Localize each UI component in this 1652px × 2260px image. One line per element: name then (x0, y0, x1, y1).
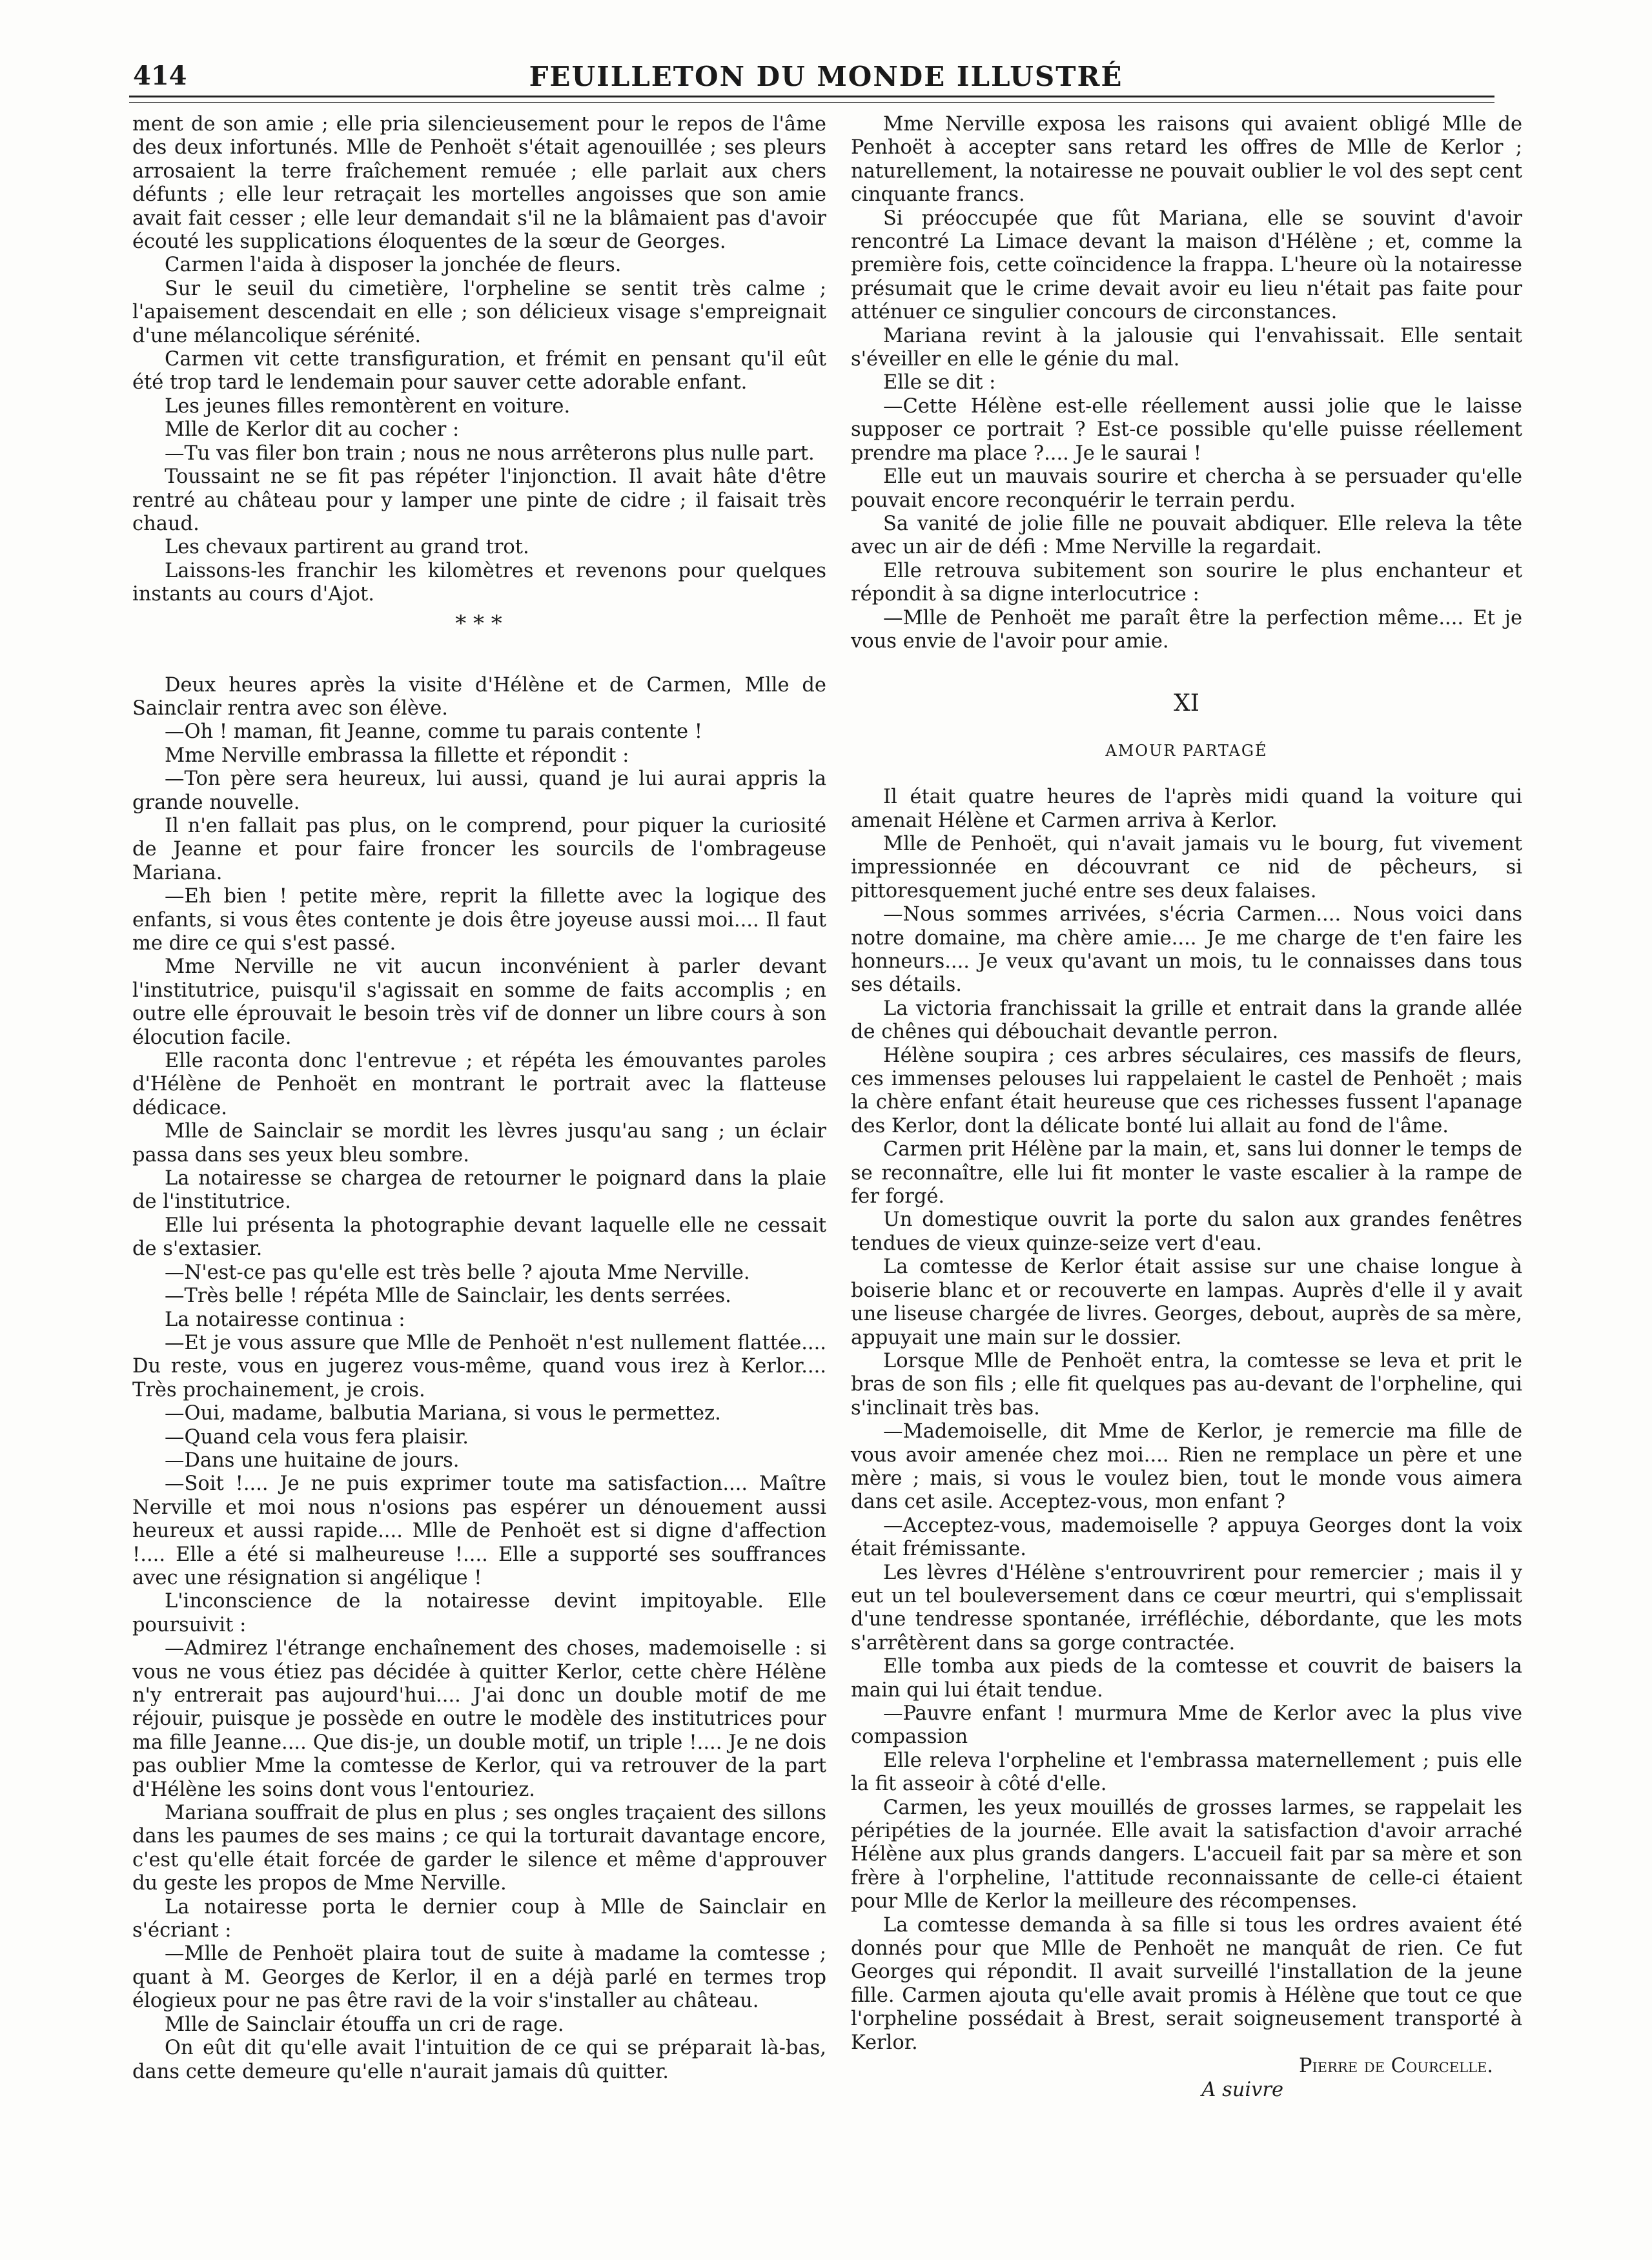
paragraph: Mlle de Sainclair se mordit les lèvres jusqu'au sang ; un éclair passa dans ses yeux bleu sombre. (132, 1120, 826, 1166)
paragraph: Mariana revint à la jalousie qui l'envahissait. Elle sentait s'éveiller en elle le génie du mal. (851, 324, 1522, 371)
paragraph: —Mlle de Penhoët plaira tout de suite à madame la comtesse ; quant à M. Georges de Kerlor, il en a déjà parlé en termes trop élogieux pour ne pas être ravi de la voir s'installer au château. (132, 1942, 826, 2013)
header-rule-thin (129, 102, 1494, 103)
paragraph: La comtesse de Kerlor était assise sur une chaise longue à boiserie blanc et or recouverte en lampas. Auprès d'elle il y avait une liseuse chargée de livres. Georges, debout, auprès de sa mère, appuyait une main sur le dossier. (851, 1256, 1522, 1349)
paragraph: —Mlle de Penhoët me paraît être la perfection même.... Et je vous envie de l'avoir pour amie. (851, 606, 1522, 653)
paragraph: On eût dit qu'elle avait l'intuition de ce qui se préparait là-bas, dans cette demeure qu'elle n'aurait jamais dû quitter. (132, 2037, 826, 2083)
paragraph: Sur le seuil du cimetière, l'orpheline se sentit très calme ; l'apaisement descendait en elle ; son délicieux visage s'empreignait d'une mélancolique sérénité. (132, 277, 826, 347)
paragraph: Carmen vit cette transfiguration, et frémit en pensant qu'il eût été trop tard le lendemain pour sauver cette adorable enfant. (132, 348, 826, 394)
paragraph: La notairesse continua : (165, 1308, 405, 1331)
paragraph: —Pauvre enfant ! murmura Mme de Kerlor avec la plus vive compassion (851, 1702, 1522, 1749)
paragraph: —Quand cela vous fera plaisir. (165, 1425, 469, 1449)
paragraph: Mlle de Penhoët, qui n'avait jamais vu le bourg, fut vivement impressionnée en découvrant ce nid de pêcheurs, si pittoresquement juché entre ses deux falaises. (851, 832, 1522, 902)
right-top-paragraphs (851, 113, 1522, 653)
left-top-paragraphs (132, 113, 826, 607)
paragraph: Elle eut un mauvais sourire et chercha à se persuader qu'elle pouvait encore reconquérir le terrain perdu. (851, 465, 1522, 512)
paragraph: Mme Nerville ne vit aucun inconvénient à parler devant l'institutrice, puisqu'il s'agissait en somme de faits accomplis ; en outre elle éprouvait le besoin très vif de donner un libre cours à son élocution facile. (132, 955, 826, 1049)
paragraph: Les chevaux partirent au grand trot. (165, 536, 529, 559)
running-title: FEUILLETON DU MONDE ILLUSTRÉ (529, 61, 1123, 92)
paragraph: —Très belle ! répéta Mlle de Sainclair, les dents serrées. (165, 1285, 731, 1308)
paragraph: Toussaint ne se fit pas répéter l'injonction. Il avait hâte d'être rentré au château pour y lamper une pinte de cidre ; il faisait très chaud. (132, 465, 826, 535)
paragraph: Elle tomba aux pieds de la comtesse et couvrit de baisers la main qui lui était tendue. (851, 1655, 1522, 1702)
paragraph: Un domestique ouvrit la porte du salon aux grandes fenêtres tendues de vieux quinze-seize vert d'eau. (851, 1208, 1522, 1255)
to-be-continued: A suivre (1201, 2078, 1283, 2101)
paragraph: Elle raconta donc l'entrevue ; et répéta les émouvantes paroles d'Hélène de Penhoët en montrant le portrait avec la flatteuse dédicace. (132, 1050, 826, 1119)
paragraph: La notairesse se chargea de retourner le poignard dans la plaie de l'institutrice. (132, 1167, 826, 1214)
paragraph: —Admirez l'étrange enchaînement des choses, mademoiselle : si vous ne vous étiez pas décidée à quitter Kerlor, cette chère Hélène n'y entrerait pas aujourd'hui.... J'ai donc un double motif de me réjouir, puisque je possède en outre le modèle des institutrices pour ma fille Jeanne.... Que dis-je, un double motif, un triple !.... Je ne dois pas oublier Mme la comtesse de Kerlor, qui va retrouver de la part d'Hélène les soins dont vous l'entouriez. (132, 1637, 826, 1801)
paragraph: —Soit !.... Je ne puis exprimer toute ma satisfaction.... Maître Nerville et moi nous n'osions pas espérer un dénouement aussi heureux et aussi rapide.... Mlle de Penhoët est si digne d'affection !.... Elle a été si malheureuse !.... Elle a supporté ses souffrances avec une résignation si angélique ! (132, 1472, 826, 1589)
chapter-title: AMOUR PARTAGÉ (1105, 741, 1268, 760)
paragraph: Carmen l'aida à disposer la jonchée de fleurs. (165, 254, 622, 277)
paragraph: Elle releva l'orpheline et l'embrassa maternellement ; puis elle la fit asseoir à côté d'elle. (851, 1749, 1522, 1796)
paragraph: —Cette Hélène est-elle réellement aussi jolie que le laisse supposer ce portrait ? Est-ce possible qu'elle puisse réellement prendre ma place ?.... Je le saurai ! (851, 394, 1522, 465)
paragraph: —Eh bien ! petite mère, reprit la fillette avec la logique des enfants, si vous êtes contente je dois être joyeuse aussi moi.... Il faut me dire ce qui s'est passé. (132, 885, 826, 955)
paragraph: ment de son amie ; elle pria silencieusement pour le repos de l'âme des deux infortunés. Mlle de Penhoët s'était agenouillée ; ses pleurs arrosaient la terre fraîchement remuée ; elle parlait aux chers défunts ; elle leur retraçait les mortelles angoisses que son amie avait fait cesser ; elle leur demandait s'il ne la blâmaient pas d'avoir écouté les supplications éloquentes de la sœur de Georges. (132, 113, 826, 254)
left-bottom-paragraphs (132, 674, 826, 2084)
paragraph: Carmen, les yeux mouillés de grosses larmes, se rappelait les péripéties de la journée. Elle avait la satisfaction d'avoir arraché Hélène aux plus grands dangers. L'accueil fait par sa mère et son frère à l'orpheline, l'attitude reconnaissante de celle-ci étaient pour Mlle de Kerlor la meilleure des récompenses. (851, 1796, 1522, 1913)
paragraph: L'inconscience de la notairesse devint impitoyable. Elle poursuivit : (132, 1590, 826, 1636)
paragraph: Mariana souffrait de plus en plus ; ses ongles traçaient des sillons dans les paumes de ses mains ; ce qui la torturait davantage encore, c'est qu'elle était forcée de garder le silence et même d'approuver du geste les propos de Mme Nerville. (132, 1802, 826, 1895)
header-rule-thick (129, 96, 1494, 97)
author-signature: Pierre de Courcelle. (1298, 2055, 1493, 2078)
left-column (132, 113, 826, 2084)
paragraph: —Et je vous assure que Mlle de Penhoët n'est nullement flattée.... Du reste, vous en jugerez vous-même, quand vous irez à Kerlor.... Très prochainement, je crois. (132, 1331, 826, 1401)
paragraph: Mlle de Sainclair étouffa un cri de rage. (165, 2013, 564, 2036)
right-column (851, 113, 1522, 2102)
paragraph: Elle lui présenta la photographie devant laquelle elle ne cessait de s'extasier. (132, 1214, 826, 1261)
paragraph: Laissons-les franchir les kilomètres et revenons pour quelques instants au cours d'Ajot. (132, 559, 826, 606)
paragraph: Les lèvres d'Hélène s'entrouvrirent pour remercier ; mais il y eut un tel bouleversement dans ce cœur meurtri, qui s'emplissait d'une tendresse spontanée, irréfléchie, débordante, que les mots s'arrêtèrent dans sa gorge contractée. (851, 1561, 1522, 1654)
paragraph: Mme Nerville embrassa la fillette et répondit : (165, 744, 629, 767)
paragraph: Lorsque Mlle de Penhoët entra, la comtesse se leva et prit le bras de son fils ; elle fit quelques pas au-devant de l'orpheline, qui s'inclinait très bas. (851, 1349, 1522, 1420)
paragraph: —Nous sommes arrivées, s'écria Carmen.... Nous voici dans notre domaine, ma chère amie.... Je me charge de t'en faire les honneurs.... Je veux qu'avant un mois, tu le connaisses dans tous ses détails. (851, 903, 1522, 997)
page-number: 414 (133, 61, 187, 91)
paragraph: Les jeunes filles remontèrent en voiture. (165, 394, 571, 418)
paragraph: Carmen prit Hélène par la main, et, sans lui donner le temps de se reconnaître, elle lui fit monter le vaste escalier à la rampe de fer forgé. (851, 1138, 1522, 1208)
paragraph: Si préoccupée que fût Mariana, elle se souvint d'avoir rencontré La Limace devant la maison d'Hélène ; et, comme la première fois, cette coïncidence la frappa. L'heure où la notairesse présumait que le crime devait avoir eu lieu n'était pas faite pour atténuer ce singulier concours de circonstances. (851, 207, 1522, 324)
paragraph: Il était quatre heures de l'après midi quand la voiture qui amenait Hélène et Carmen arriva à Kerlor. (851, 786, 1522, 832)
paragraph: La notairesse porta le dernier coup à Mlle de Sainclair en s'écriant : (132, 1895, 826, 1942)
paragraph: —Acceptez-vous, mademoiselle ? appuya Georges dont la voix était frémissante. (851, 1514, 1522, 1561)
paragraph: Elle retrouva subitement son sourire le plus enchanteur et répondit à sa digne interlocutrice : (851, 559, 1522, 606)
paragraph: Hélène soupira ; ces arbres séculaires, ces massifs de fleurs, ces immenses pelouses lui rappelaient le castel de Penhoët ; mais la chère enfant était heureuse que ces richesses fussent l'apanage des Kerlor, dont la délicate bonté lui allait au fond de l'âme. (851, 1044, 1522, 1137)
section-separator: * * * (455, 610, 504, 636)
paragraph: Il n'en fallait pas plus, on le comprend, pour piquer la curiosité de Jeanne et pour faire froncer les sourcils de l'ombrageuse Mariana. (132, 814, 826, 884)
paragraph: —N'est-ce pas qu'elle est très belle ? ajouta Mme Nerville. (165, 1261, 750, 1284)
paragraph: —Ton père sera heureux, lui aussi, quand je lui aurai appris la grande nouvelle. (132, 768, 826, 814)
paragraph: —Oui, madame, balbutia Mariana, si vous le permettez. (165, 1402, 721, 1425)
paragraph: Mme Nerville exposa les raisons qui avaient obligé Mlle de Penhoët à accepter sans retard les offres de Mlle de Kerlor ; naturellement, la notairesse ne pouvait oublier le vol des sept cent cinquante francs. (851, 113, 1522, 207)
paragraph: La victoria franchissait la grille et entrait dans la grande allée de chênes qui débouchait devantle perron. (851, 997, 1522, 1044)
paragraph: Elle se dit : (883, 371, 996, 394)
paragraph: La comtesse demanda à sa fille si tous les ordres avaient été donnés pour que Mlle de Penhoët ne manquât de rien. Ce fut Georges qui répondit. Il avait surveillé l'installation de la jeune fille. Carmen ajouta qu'elle avait promis à Hélène que tout ce que l'orpheline possédait à Brest, serait soigneusement transporté à Kerlor. (851, 1913, 1522, 2054)
paragraph: —Dans une huitaine de jours. (165, 1449, 460, 1472)
chapter-number: XI (1174, 690, 1199, 717)
paragraph: Mlle de Kerlor dit au cocher : (165, 418, 460, 442)
right-bottom-paragraphs (851, 786, 1522, 2055)
paragraph: Sa vanité de jolie fille ne pouvait abdiquer. Elle releva la tête avec un air de défi : Mme Nerville la regardait. (851, 512, 1522, 559)
paragraph: —Oh ! maman, fit Jeanne, comme tu parais contente ! (165, 720, 703, 744)
paragraph: —Tu vas filer bon train ; nous ne nous arrêterons plus nulle part. (165, 442, 815, 465)
paragraph: —Mademoiselle, dit Mme de Kerlor, je remercie ma fille de vous avoir amenée chez moi.... Rien ne remplace un père et une mère ; mais, si vous le voulez bien, tout le monde vous aimera dans cet asile. Acceptez-vous, mon enfant ? (851, 1420, 1522, 1514)
paragraph: Deux heures après la visite d'Hélène et de Carmen, Mlle de Sainclair rentra avec son élève. (132, 673, 826, 720)
